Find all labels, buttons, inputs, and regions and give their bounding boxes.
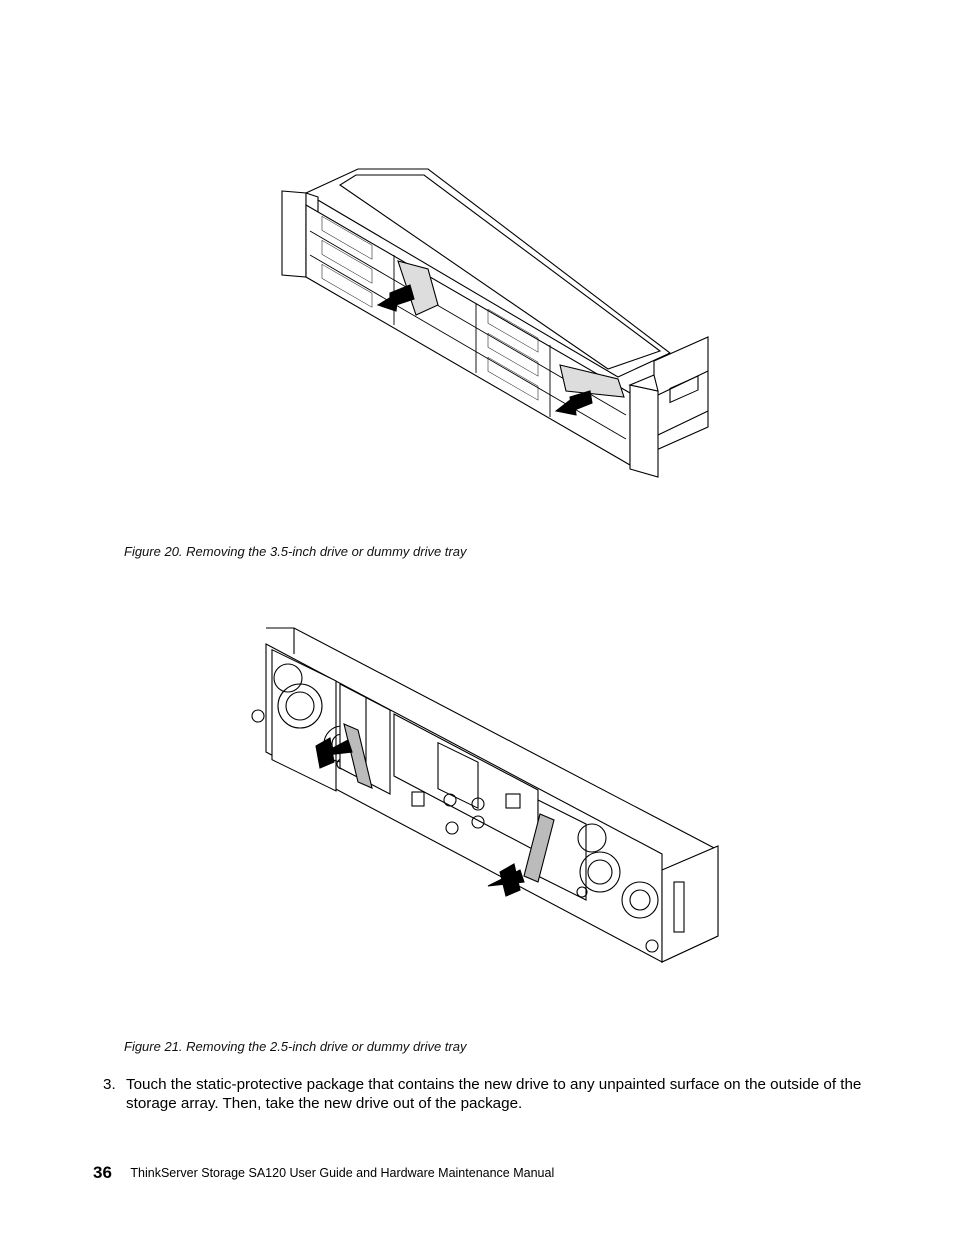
page-number: 36 <box>93 1163 112 1182</box>
figure-20-illustration <box>278 165 718 487</box>
figure-20-caption: Figure 20. Removing the 3.5-inch drive or dummy drive tray <box>124 544 467 559</box>
figure-21-caption: Figure 21. Removing the 2.5-inch drive or dummy drive tray <box>124 1039 467 1054</box>
step-number: 3. <box>103 1076 116 1093</box>
step-text: Touch the static-protective package that contains the new drive to any unpainted surface on the outside of the storage array. Then, take the new drive out of the package. <box>126 1076 862 1112</box>
manual-title: ThinkServer Storage SA120 User Guide and Hardware Maintenance Manual <box>130 1166 555 1180</box>
page-footer <box>93 1163 554 1183</box>
step-3 <box>103 1075 863 1113</box>
figure-21-illustration <box>248 624 722 966</box>
